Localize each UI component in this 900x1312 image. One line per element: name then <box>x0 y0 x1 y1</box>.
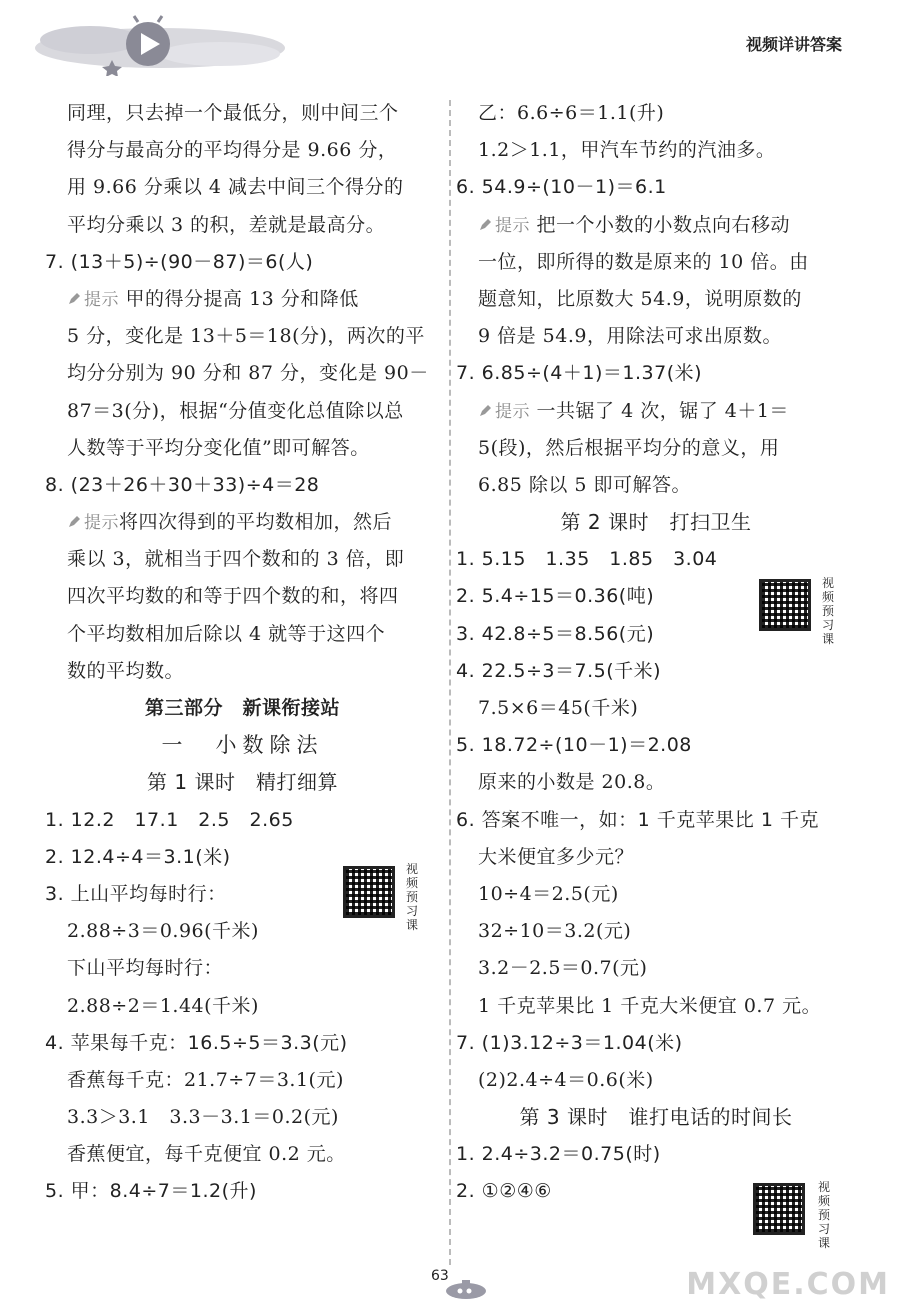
answer-text: 1. 12.2 17.1 2.5 2.65 <box>45 808 294 831</box>
answer-text: 4. 苹果每千克：16.5÷5＝3.3(元) <box>45 1031 348 1054</box>
qr-code-icon[interactable] <box>343 866 395 918</box>
answer-line <box>45 467 440 504</box>
answer-text: 2.88÷2＝1.44(千米) <box>67 994 259 1017</box>
answer-text: 一 小数除法 <box>161 733 324 758</box>
hint-text: 提示 <box>495 215 530 236</box>
hint-text: 提示 <box>84 289 119 310</box>
answer-line <box>456 244 856 281</box>
answer-text: 2.88÷3＝0.96(千米) <box>67 920 259 943</box>
answer-line <box>45 95 440 132</box>
pencil-icon <box>67 292 81 306</box>
answer-line <box>45 132 440 169</box>
answer-text: 第 2 课时 打扫卫生 <box>560 510 752 535</box>
answer-line <box>45 207 440 244</box>
answer-text: 7. (13＋5)÷(90－87)＝6(人) <box>45 250 314 273</box>
answer-line <box>45 244 440 281</box>
answer-text: 2. 12.4÷4＝3.1(米) <box>45 845 231 868</box>
answer-text: 得分与最高分的平均得分是 9.66 分， <box>67 139 398 162</box>
answer-text: 均分分别为 90 分和 87 分，变化是 90－ <box>67 362 429 385</box>
answer-text: 3.3＞3.1 3.3－3.1＝0.2(元) <box>67 1106 339 1129</box>
answer-text: 人数等于平均分变化值”即可解答。 <box>67 436 370 459</box>
qr-code-icon[interactable] <box>759 579 811 631</box>
answer-text: 5. 18.72÷(10－1)＝2.08 <box>456 734 692 757</box>
answer-line <box>45 616 440 653</box>
hint-label <box>478 402 530 422</box>
left-column <box>45 95 440 1211</box>
answer-line <box>456 690 856 727</box>
page-number: 63 <box>431 1268 449 1284</box>
answer-text: 87＝3(分)，根据“分值变化总值除以总 <box>67 399 404 422</box>
answer-text: 7. (1)3.12÷3＝1.04(米) <box>456 1031 683 1054</box>
answer-text: 7.5×6＝45(千米) <box>478 697 639 719</box>
answer-text: 用 9.66 分乘以 4 减去中间三个得分的 <box>67 176 404 199</box>
answer-text: 6.85 除以 5 即可解答。 <box>478 473 692 496</box>
answer-text: 将四次得到的平均数相加，然后 <box>119 511 393 534</box>
answer-text: 下山平均每时行： <box>67 957 224 980</box>
answer-line <box>45 764 440 801</box>
answer-text: 4. 22.5÷3＝7.5(千米) <box>456 659 662 682</box>
answer-text: 1.2＞1.1，甲汽车节约的汽油多。 <box>478 139 776 162</box>
answer-line <box>456 876 856 913</box>
submarine-icon <box>442 1278 490 1300</box>
answer-text: 平均分乘以 3 的积，差就是最高分。 <box>67 213 386 236</box>
answer-line <box>456 541 856 578</box>
answer-line <box>456 504 856 541</box>
qr-label: 视频预习课 <box>822 576 835 646</box>
answer-text: 32÷10＝3.2(元) <box>478 920 632 943</box>
answer-text: 5. 甲：8.4÷7＝1.2(升) <box>45 1180 257 1203</box>
answer-line <box>456 95 856 132</box>
answer-line <box>45 504 440 541</box>
hint-text: 提示 <box>495 401 530 422</box>
answer-line <box>456 950 856 987</box>
answer-text: 6. 答案不唯一，如：1 千克苹果比 1 千克 <box>456 808 819 831</box>
watermark: MXQE.COM <box>686 1267 890 1302</box>
answer-text: 题意知，比原数大 54.9，说明原数的 <box>478 287 802 310</box>
answer-text: 2. 5.4÷15＝0.36(吨) <box>456 585 655 608</box>
qr-label: 视频预习课 <box>406 862 419 932</box>
answer-text: 3. 42.8÷5＝8.56(元) <box>456 622 655 645</box>
header-title: 视频详讲答案 <box>745 35 842 54</box>
answer-text: 第 1 课时 精打细算 <box>147 770 338 795</box>
answer-text: 乙：6.6÷6＝1.1(升) <box>478 102 665 124</box>
answer-text: 8. (23＋26＋30＋33)÷4＝28 <box>45 473 320 496</box>
pencil-icon <box>478 218 492 232</box>
answer-text: 第三部分 新课衔接站 <box>144 697 340 719</box>
answer-line <box>45 988 440 1025</box>
answer-line <box>456 430 856 467</box>
answer-line <box>45 169 440 206</box>
answer-line <box>45 1025 440 1062</box>
answer-text: 1. 2.4÷3.2＝0.75(时) <box>456 1143 661 1166</box>
answer-line <box>456 913 856 950</box>
answer-line <box>456 764 856 801</box>
answer-text: 5(段)，然后根据平均分的意义，用 <box>478 436 780 459</box>
answer-line <box>45 1062 440 1099</box>
answer-text: 6. 54.9÷(10－1)＝6.1 <box>456 176 667 199</box>
hint-label <box>67 290 119 310</box>
answer-text: 1 千克苹果比 1 千克大米便宜 0.7 元。 <box>478 994 822 1017</box>
answer-text: 7. 6.85÷(4＋1)＝1.37(米) <box>456 362 703 385</box>
answer-line <box>456 988 856 1025</box>
answer-line <box>45 690 440 727</box>
page-header <box>0 0 900 95</box>
answer-text: 一位，即所得的数是原来的 10 倍。由 <box>478 250 809 273</box>
answer-line <box>456 281 856 318</box>
answer-text: 香蕉每千克：21.7÷7＝3.1(元) <box>67 1068 344 1091</box>
answer-line <box>456 1062 856 1099</box>
right-column <box>456 95 856 1211</box>
answer-line <box>456 1136 856 1173</box>
answer-line <box>45 802 440 839</box>
answer-line <box>456 467 856 504</box>
answer-line <box>45 1099 440 1136</box>
answer-text: 一共锯了 4 次，锯了 4＋1＝ <box>530 399 789 422</box>
pencil-icon <box>67 515 81 529</box>
answer-line <box>45 578 440 615</box>
answer-line <box>45 950 440 987</box>
answer-line <box>456 727 856 764</box>
answer-line <box>456 169 856 206</box>
answer-text: (2)2.4÷4＝0.6(米) <box>478 1068 654 1091</box>
answer-text: 香蕉便宜，每千克便宜 0.2 元。 <box>67 1143 346 1166</box>
answer-line <box>45 1173 440 1210</box>
answer-text: 原来的小数是 20.8。 <box>478 771 666 794</box>
answer-text: 3. 上山平均每时行： <box>45 882 227 905</box>
answer-line <box>456 207 856 244</box>
answer-line <box>456 318 856 355</box>
answer-line <box>456 1025 856 1062</box>
answer-line <box>456 839 856 876</box>
answer-text: 1. 5.15 1.35 1.85 3.04 <box>456 548 718 571</box>
answer-text: 10÷4＝2.5(元) <box>478 882 619 905</box>
answer-line <box>456 132 856 169</box>
answer-line <box>45 913 440 950</box>
answer-text: 把一个小数的小数点向右移动 <box>530 213 791 236</box>
answer-line <box>456 653 856 690</box>
answer-text: 3.2－2.5＝0.7(元) <box>478 957 648 980</box>
answer-text: 5 分，变化是 13＋5＝18(分)，两次的平 <box>67 325 425 348</box>
answer-text: 个平均数相加后除以 4 就等于这四个 <box>67 622 386 645</box>
answer-line <box>45 355 440 392</box>
answer-line <box>45 653 440 690</box>
answer-text: 同理，只去掉一个最低分，则中间三个 <box>67 102 399 124</box>
answer-text: 数的平均数。 <box>67 659 185 682</box>
hint-text: 提示 <box>84 513 119 534</box>
qr-label: 视频预习课 <box>818 1180 831 1250</box>
answer-line <box>456 355 856 392</box>
answer-line <box>45 541 440 578</box>
answer-text: 四次平均数的和等于四个数的和，将四 <box>67 585 399 608</box>
answer-text: 第 3 课时 谁打电话的时间长 <box>519 1105 793 1130</box>
answer-line <box>456 802 856 839</box>
pencil-icon <box>478 404 492 418</box>
answer-line <box>456 1099 856 1136</box>
answer-line <box>45 1136 440 1173</box>
answer-line <box>45 318 440 355</box>
answer-text: 2. ①②④⑥ <box>456 1180 552 1203</box>
answer-line <box>45 727 440 764</box>
hint-label <box>67 513 119 533</box>
answer-text: 甲的得分提高 13 分和降低 <box>119 287 359 310</box>
column-divider <box>449 100 451 1265</box>
answer-line <box>45 430 440 467</box>
hint-label <box>478 216 530 236</box>
answer-text: 大米便宜多少元？ <box>478 845 635 868</box>
answer-text: 9 倍是 54.9，用除法可求出原数。 <box>478 325 782 348</box>
answer-line <box>456 393 856 430</box>
video-play-icon <box>30 14 290 76</box>
qr-code-icon[interactable] <box>753 1183 805 1235</box>
answer-line <box>45 281 440 318</box>
answer-line <box>45 393 440 430</box>
answer-text: 乘以 3，就相当于四个数和的 3 倍，即 <box>67 548 405 571</box>
